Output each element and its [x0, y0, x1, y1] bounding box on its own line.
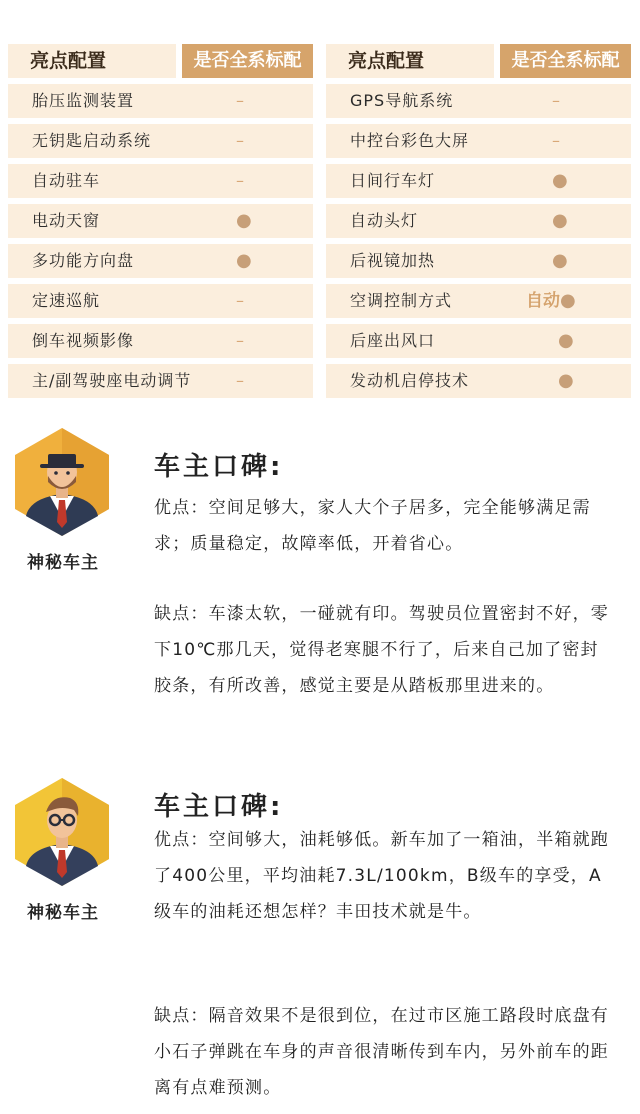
standard-dot-icon: ●	[552, 170, 568, 191]
header-feature: 亮点配置	[8, 44, 176, 78]
standard-dot-icon: ●	[236, 210, 252, 231]
row-value: –	[236, 171, 244, 190]
row-label: 后座出风口	[350, 331, 436, 350]
table-row	[8, 124, 313, 158]
review-pros: 优点：空间足够大，家人大个子居多，完全能够满足需求；质量稳定，故障率低，开着省心。	[154, 498, 591, 554]
standard-dot-icon: ●	[560, 290, 576, 311]
row-label: 发动机启停技术	[350, 371, 470, 390]
row-label: 主/副驾驶座电动调节	[32, 371, 192, 390]
table-header	[326, 44, 631, 78]
row-value: –	[236, 91, 244, 110]
review-cons: 缺点：隔音效果不是很到位，在过市区施工路段时底盘有小石子弹跳在车身的声音很清晰传到车内，另外前车的距离有点难预测。	[154, 1006, 609, 1098]
header-feature: 亮点配置	[326, 44, 494, 78]
header-standard: 是否全系标配	[182, 44, 313, 78]
feature-table-right	[326, 44, 631, 404]
row-label: 自动驻车	[32, 171, 101, 190]
standard-dot-icon: ●	[558, 370, 574, 391]
standard-dot-icon: ●	[552, 250, 568, 271]
row-value: –	[236, 331, 244, 350]
table-row	[326, 124, 631, 158]
row-value: –	[552, 131, 560, 150]
review-title: 车主口碑:	[154, 452, 284, 482]
row-label: 胎压监测装置	[32, 91, 135, 110]
row-label: 后视镜加热	[350, 251, 436, 270]
standard-dot-icon: ●	[558, 330, 574, 351]
man-hat-avatar-icon	[12, 426, 112, 538]
row-value: –	[236, 371, 244, 390]
standard-dot-icon: ●	[552, 210, 568, 231]
man-glasses-avatar-icon	[12, 776, 112, 888]
table-row	[326, 244, 631, 278]
row-label: 电动天窗	[32, 211, 101, 230]
review-cons: 缺点：车漆太软，一碰就有印。驾驶员位置密封不好，零下10℃那几天，觉得老寒腿不行了，后来自己加了密封胶条，有所改善，感觉主要是从踏板那里进来的。	[154, 604, 609, 696]
standard-dot-icon: ●	[236, 250, 252, 271]
table-row	[8, 164, 313, 198]
row-label: 中控台彩色大屏	[350, 131, 470, 150]
row-label: 倒车视频影像	[32, 331, 135, 350]
row-label: 空调控制方式	[350, 291, 453, 310]
table-header	[8, 44, 313, 78]
row-value-auto	[526, 284, 576, 318]
row-label: GPS导航系统	[350, 91, 454, 110]
table-row	[8, 364, 313, 398]
review-title: 车主口碑:	[154, 792, 284, 822]
row-value: –	[236, 131, 244, 150]
auto-text: 自动	[526, 291, 560, 311]
table-row	[8, 324, 313, 358]
feature-table-left	[8, 44, 313, 404]
author-name: 神秘车主	[27, 903, 99, 923]
table-row	[326, 284, 631, 318]
table-row	[8, 284, 313, 318]
table-row	[326, 364, 631, 398]
review-pros: 优点：空间够大，油耗够低。新车加了一箱油，半箱就跑了400公里，平均油耗7.3L/100km，B级车的享受，A级车的油耗还想怎样？丰田技术就是牛。	[154, 830, 609, 922]
row-label: 日间行车灯	[350, 171, 436, 190]
row-label: 定速巡航	[32, 291, 101, 310]
table-row	[326, 324, 631, 358]
author-name: 神秘车主	[27, 553, 99, 573]
table-row	[8, 84, 313, 118]
table-row	[326, 164, 631, 198]
row-label: 无钥匙启动系统	[32, 131, 152, 150]
table-row	[8, 244, 313, 278]
table-row	[326, 204, 631, 238]
row-label: 自动头灯	[350, 211, 419, 230]
header-standard: 是否全系标配	[500, 44, 631, 78]
table-row	[8, 204, 313, 238]
row-label: 多功能方向盘	[32, 251, 135, 270]
table-row	[326, 84, 631, 118]
row-value: –	[552, 91, 560, 110]
row-value: –	[236, 291, 244, 310]
